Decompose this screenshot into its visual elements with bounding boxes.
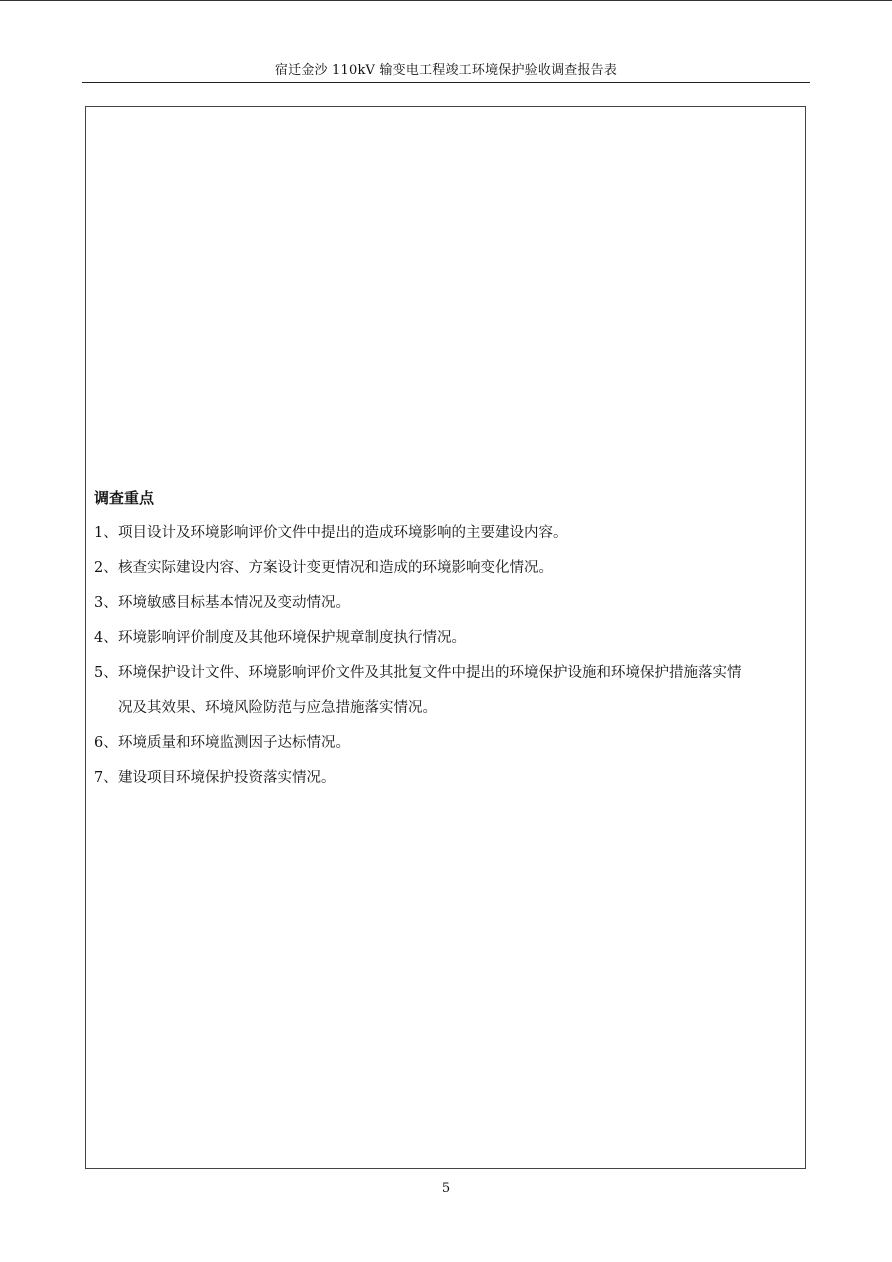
item-number: 1、 bbox=[94, 525, 118, 541]
item-text: 环境保护设计文件、环境影响评价文件及其批复文件中提出的环境保护设施和环境保护措施落实情 bbox=[118, 665, 742, 681]
item-number: 3、 bbox=[94, 595, 118, 611]
list-item bbox=[94, 732, 799, 754]
item-text: 环境敏感目标基本情况及变动情况。 bbox=[118, 595, 350, 611]
item-number: 7、 bbox=[94, 770, 118, 786]
item-text: 项目设计及环境影响评价文件中提出的造成环境影响的主要建设内容。 bbox=[118, 525, 568, 541]
item-text: 核查实际建设内容、方案设计变更情况和造成的环境影响变化情况。 bbox=[118, 560, 553, 576]
list-item bbox=[94, 557, 799, 579]
section-title: 调查重点 bbox=[94, 489, 155, 507]
content-table-cell bbox=[85, 106, 806, 1169]
item-number: 2、 bbox=[94, 560, 118, 576]
survey-focus-section bbox=[94, 487, 799, 802]
item-number: 5、 bbox=[94, 665, 118, 681]
list-item bbox=[94, 627, 799, 649]
page-header-title: 宿迁金沙 110kV 输变电工程竣工环境保护验收调查报告表 bbox=[274, 63, 618, 78]
item-text: 环境质量和环境监测因子达标情况。 bbox=[118, 735, 350, 751]
page-top-border bbox=[0, 0, 892, 1]
item-text-continuation: 况及其效果、环境风险防范与应急措施落实情况。 bbox=[118, 700, 437, 716]
list-item bbox=[94, 522, 799, 544]
list-item bbox=[94, 592, 799, 614]
list-item bbox=[94, 767, 799, 789]
header-rule bbox=[82, 82, 810, 83]
item-text: 建设项目环境保护投资落实情况。 bbox=[118, 770, 336, 786]
item-number: 6、 bbox=[94, 735, 118, 751]
item-text: 环境影响评价制度及其他环境保护规章制度执行情况。 bbox=[118, 630, 466, 646]
list-item bbox=[94, 662, 799, 719]
item-number: 4、 bbox=[94, 630, 118, 646]
page-number: 5 bbox=[441, 1181, 451, 1196]
